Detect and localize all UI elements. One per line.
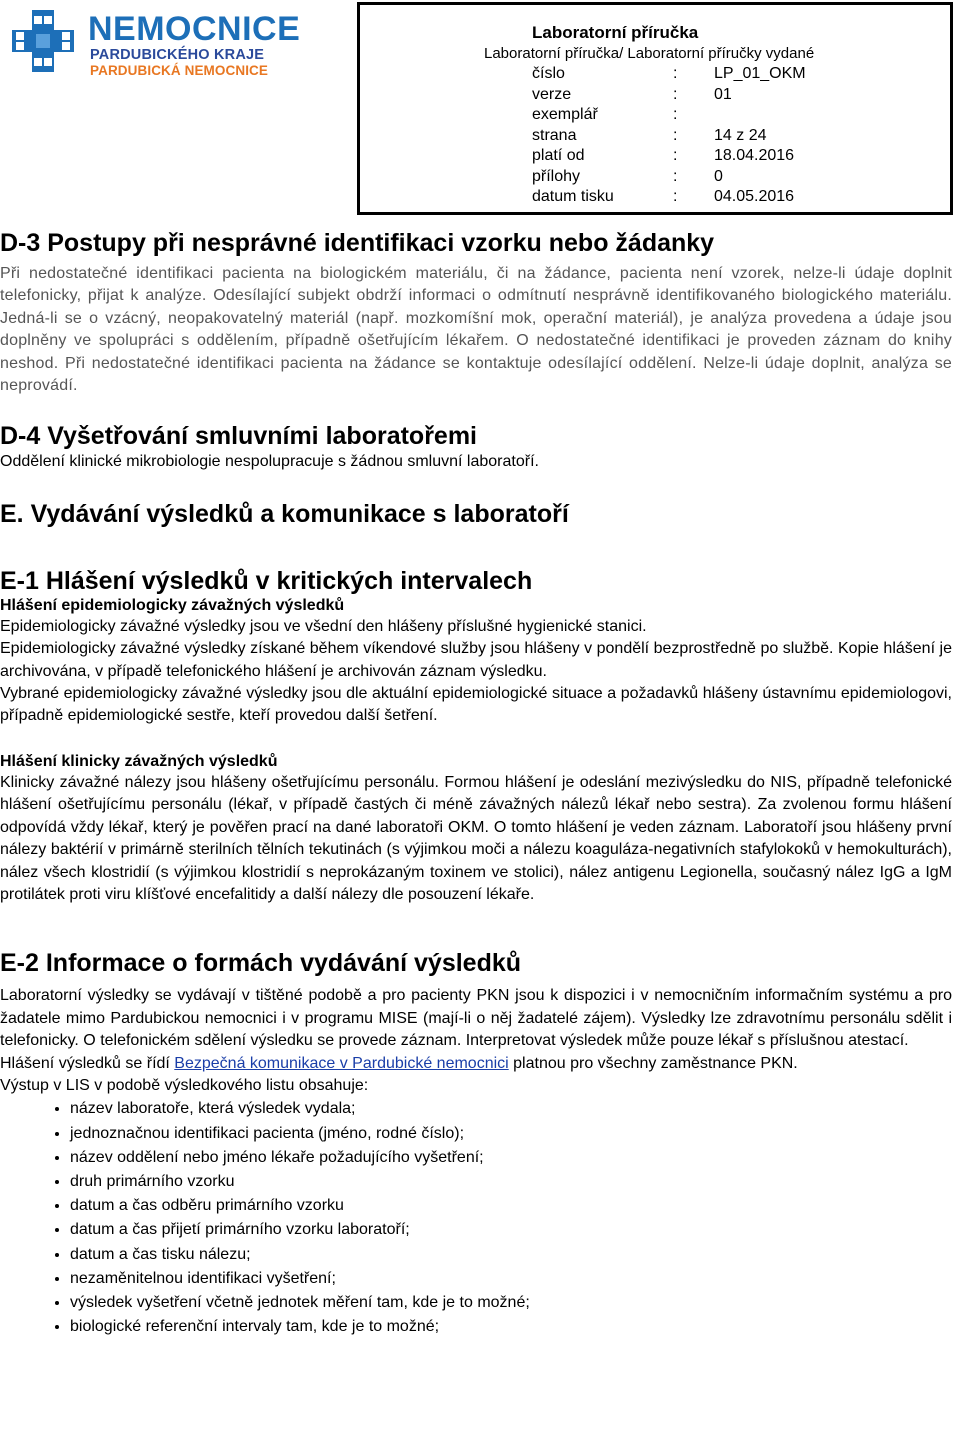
hospital-cross-icon: [12, 10, 74, 72]
header-subtitle: Laboratorní příručka/ Laboratorní příručky vydané: [484, 45, 815, 62]
meta-separator: :: [673, 65, 678, 82]
document-body: [0, 222, 952, 1339]
e2-p2-after: platnou pro všechny zaměstnance PKN.: [508, 1054, 798, 1072]
section-heading-e: E. Vydávání výsledků a komunikace s laboratoří: [0, 499, 569, 528]
section-heading-d4: D-4 Vyšetřování smluvními laboratořemi: [0, 422, 478, 451]
d3-paragraph: Při nedostatečné identifikaci pacienta na biologickém materiálu, či na žádance, pacienta není vzorek, nelze-li údaje doplnit telefonicky, přijat k analýze. Odesílající subjekt obdrží informaci o odmítnutí nesprávně identifikovaného biologického materiálu. Jedná-li se o vzácný, neopakovatelný materiál (např. mozkomíšní mok, operační materiál), je analýza provedena a údaje jsou doplněny ve spolupráci s oddělením, případně ošetřujícím lékařem. O nedostatečné identifikaci je proveden záznam do knihy neshod. Při nedostatečné identifikaci pacienta na žádance se kontaktuje odesílající oddělení. Nelze-li údaje doplnit, analýza se neprovádí.: [0, 265, 952, 395]
hospital-logo: [12, 8, 301, 80]
section-heading-d3: D-3 Postupy při nesprávné identifikaci vzorku nebo žádanky: [0, 229, 715, 257]
meta-value: 01: [714, 85, 732, 103]
header-title: Laboratorní příručka: [532, 23, 699, 42]
meta-value: LP_01_OKM: [714, 65, 806, 82]
section-heading-e1: E-1 Hlášení výsledků v kritických intervalech: [0, 566, 533, 595]
meta-value: 14 z 24: [714, 126, 767, 144]
list-item: • datum a čas tisku nálezu;: [70, 1243, 952, 1267]
meta-key: strana: [532, 126, 577, 144]
e1-paragraph-1: Epidemiologicky závažné výsledky jsou ve všední den hlášeny příslušné hygienické stanici.: [0, 617, 647, 635]
meta-separator: :: [673, 85, 678, 103]
meta-key: platí od: [532, 147, 585, 164]
meta-value: 04.05.2016: [714, 188, 795, 205]
meta-key: verze: [532, 85, 572, 103]
e1-paragraph-4: Klinicky závažné nálezy jsou hlášeny ošetřujícímu personálu. Formou hlášení je odeslání mezivýsledku do NIS, případně telefonické hlášení ošetřujícímu personálu (lékař, v případě častých či méně závažných nálezů lékař nebo sestra). Za zvolenou formu hlášení odpovídá vždy lékař, který je pověřen prací na dané laboratoři OKM. O tomto hlášení je veden záznam. Laboratoří jsou hlášeny první nálezy baktérií v primárně sterilních tělních tekutinách (s výjimkou moči a nálezu koaguláza-negativních stafylokoků v hemokulturách), nález všech klostridií (s výjimkou klostridií s neprokázaným toxinem ve stolici), nález antigenu Legionella, současný nález IgG a IgM protilátek proti viru klíšťové encefalitidy a další nálezy dle posouzení lékaře.: [0, 773, 952, 903]
list-item: • nezaměnitelnou identifikaci vyšetření;: [70, 1267, 952, 1291]
e2-paragraph-3: Výstup v LIS v podobě výsledkového listu obsahuje:: [0, 1076, 369, 1094]
lis-output-list: [0, 1097, 952, 1339]
meta-key: číslo: [532, 65, 565, 82]
logo-tagline: PARDUBICKÁ NEMOCNICE: [90, 63, 269, 78]
meta-separator: :: [673, 126, 678, 144]
logo-subtitle: PARDUBICKÉHO KRAJE: [90, 47, 265, 63]
list-item: • datum a čas odběru primárního vzorku: [70, 1194, 952, 1218]
list-item: • výsledek vyšetření včetně jednotek měření tam, kde je to možné;: [70, 1291, 952, 1315]
document-header-box: [357, 2, 953, 215]
list-item: • jednoznačnou identifikaci pacienta (jméno, rodné číslo);: [70, 1122, 952, 1146]
e1-subheading-epidemiological: Hlášení epidemiologicky závažných výsledků: [0, 596, 345, 614]
meta-key: exemplář: [532, 106, 598, 123]
e2-paragraph-1: Laboratorní výsledky se vydávají v tištěné podobě a pro pacienty PKN jsou k dispozici i v nemocničním informačním systému a pro žadatele mimo Pardubickou nemocnici i v programu MISE (mají-li o něj žadatelé zájem). Výsledky lze zdravotnímu personálu sdělit i telefonicky. O telefonickém sdělení výsledku se provede záznam. Interpretovat výsledek může pouze lékař s příslušnou atestací.: [0, 987, 952, 1050]
list-item: • biologické referenční intervaly tam, kde je to možné;: [70, 1315, 952, 1339]
d4-paragraph: Oddělení klinické mikrobiologie nespolupracuje s žádnou smluvní laboratoří.: [0, 453, 539, 471]
meta-separator: :: [673, 188, 678, 205]
meta-key: datum tisku: [532, 188, 614, 205]
meta-value: 18.04.2016: [714, 147, 795, 164]
meta-separator: :: [673, 106, 678, 123]
list-item: • druh primárního vzorku: [70, 1170, 952, 1194]
e2-p2-before: Hlášení výsledků se řídí: [0, 1054, 175, 1072]
section-heading-e2: E-2 Informace o formách vydávání výsledků: [0, 949, 522, 978]
e1-paragraph-2: Epidemiologicky závažné výsledky získané během víkendové služby jsou hlášeny v pondělí bezprostředně po službě. Kopie hlášení je archivována, v případě telefonického hlášení je archivován záznam výsledku.: [0, 640, 952, 680]
e1-paragraph-3: Vybrané epidemiologicky závažné výsledky jsou dle aktuální epidemiologické situace a požadavků hlášeny ústavnímu epidemiologovi, případně epidemiologické sestře, kteří provedou další šetření.: [0, 685, 952, 725]
meta-value: 0: [714, 167, 723, 185]
logo-title: NEMOCNICE: [88, 10, 301, 48]
meta-separator: :: [673, 167, 678, 185]
e2-paragraph-2: [0, 1053, 952, 1075]
list-item: • název oddělení nebo jméno lékaře požadujícího vyšetření;: [70, 1146, 952, 1170]
safe-communication-link[interactable]: Bezpečná komunikace v Pardubické nemocnici: [174, 1054, 509, 1072]
meta-separator: :: [673, 147, 678, 164]
e1-subheading-clinical: Hlášení klinicky závažných výsledků: [0, 752, 278, 770]
list-item: • datum a čas přijetí primárního vzorku laboratoří;: [70, 1218, 952, 1242]
list-item: • název laboratoře, která výsledek vydala;: [70, 1097, 952, 1121]
meta-key: přílohy: [532, 167, 581, 185]
